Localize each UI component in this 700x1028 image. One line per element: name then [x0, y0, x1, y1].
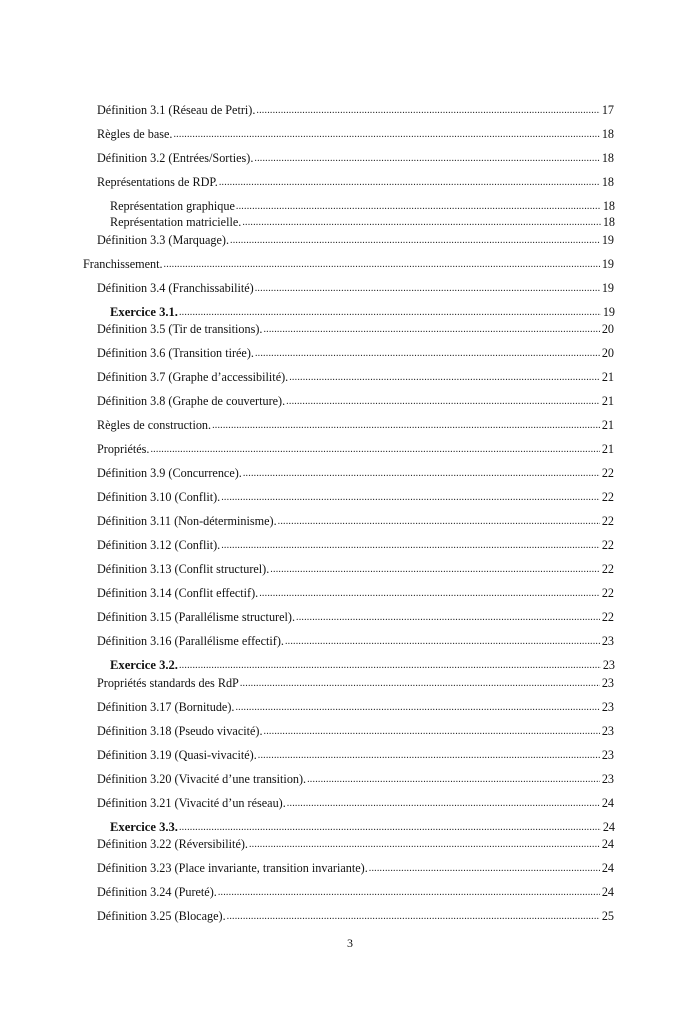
toc-entry[interactable]: [97, 418, 614, 432]
toc-entry-page: 21: [601, 370, 614, 384]
toc-entry[interactable]: [97, 748, 614, 762]
toc-entry-page: 22: [601, 586, 614, 600]
toc-entry[interactable]: [110, 215, 615, 229]
toc-entry-page: 18: [602, 199, 615, 213]
toc-entry-label: Définition 3.4 (Franchissabilité): [97, 281, 254, 295]
toc-entry[interactable]: [83, 257, 614, 271]
toc-entry[interactable]: [97, 634, 614, 648]
toc-entry-label: Définition 3.7 (Graphe d’accessibilité).: [97, 370, 289, 384]
toc-entry[interactable]: [97, 103, 614, 117]
toc-entry-page: 19: [601, 281, 614, 295]
toc-entry-page: 19: [602, 305, 615, 319]
dot-leader: [249, 839, 600, 851]
dot-leader: [263, 324, 599, 336]
toc-entry-label: Définition 3.18 (Pseudo vivacité).: [97, 724, 263, 738]
toc-entry-label: Définition 3.12 (Conflit).: [97, 538, 221, 552]
toc-entry[interactable]: [97, 442, 614, 456]
toc-entry-page: 20: [601, 322, 614, 336]
toc-entry-page: 23: [601, 700, 614, 714]
toc-entry-page: 17: [601, 103, 614, 117]
dot-leader: [259, 588, 600, 600]
toc-entry-label: Définition 3.13 (Conflit structurel).: [97, 562, 270, 576]
toc-entry-label: Définition 3.24 (Pureté).: [97, 885, 217, 899]
toc-entry[interactable]: [110, 658, 615, 672]
dot-leader: [164, 259, 600, 271]
toc-entry-label: Définition 3.5 (Tir de transitions).: [97, 322, 263, 336]
toc-entry-label: Définition 3.17 (Bornitude).: [97, 700, 235, 714]
toc-entry-label: Propriétés.: [97, 442, 150, 456]
dot-leader: [264, 726, 600, 738]
dot-leader: [278, 516, 600, 528]
toc-entry-label: Franchissement.: [83, 257, 163, 271]
toc-entry[interactable]: [97, 909, 614, 923]
dot-leader: [227, 911, 600, 923]
toc-entry[interactable]: [97, 490, 614, 504]
toc-entry-page: 22: [601, 514, 614, 528]
dot-leader: [212, 420, 600, 432]
toc-entry[interactable]: [97, 538, 614, 552]
toc-entry[interactable]: [97, 861, 614, 875]
toc-entry[interactable]: [97, 346, 614, 360]
dot-leader: [286, 396, 600, 408]
toc-entry[interactable]: [97, 586, 614, 600]
dot-leader: [230, 235, 600, 247]
toc-entry-page: 24: [601, 861, 614, 875]
toc-entry-page: 21: [601, 394, 614, 408]
dot-leader: [285, 636, 600, 648]
toc-entry-label: Définition 3.10 (Conflit).: [97, 490, 221, 504]
toc-entry-page: 22: [601, 490, 614, 504]
toc-entry[interactable]: [97, 562, 614, 576]
toc-entry[interactable]: [97, 514, 614, 528]
dot-leader: [242, 217, 601, 229]
toc-entry-label: Définition 3.8 (Graphe de couverture).: [97, 394, 286, 408]
dot-leader: [150, 444, 599, 456]
toc-entry-page: 24: [601, 837, 614, 851]
toc-entry-page: 18: [601, 151, 614, 165]
toc-entry-label: Définition 3.11 (Non-déterminisme).: [97, 514, 277, 528]
toc-entry-label: Définition 3.1 (Réseau de Petri).: [97, 103, 256, 117]
toc-entry-label: Définition 3.25 (Blocage).: [97, 909, 226, 923]
toc-entry-label: Règles de base.: [97, 127, 173, 141]
toc-entry-page: 23: [601, 748, 614, 762]
dot-leader: [369, 863, 600, 875]
dot-leader: [236, 201, 601, 213]
dot-leader: [287, 798, 600, 810]
toc-entry-page: 23: [602, 658, 615, 672]
toc-entry[interactable]: [97, 175, 614, 189]
toc-entry-page: 24: [602, 820, 615, 834]
dot-leader: [218, 887, 600, 899]
dot-leader: [289, 372, 600, 384]
dot-leader: [179, 660, 601, 672]
toc-entry-page: 24: [601, 796, 614, 810]
toc-entry-label: Représentation matricielle.: [110, 215, 242, 229]
toc-entry-label: Définition 3.2 (Entrées/Sorties).: [97, 151, 254, 165]
toc-entry[interactable]: [97, 772, 614, 786]
dot-leader: [307, 774, 600, 786]
dot-leader: [221, 540, 600, 552]
toc-entry-page: 24: [601, 885, 614, 899]
dot-leader: [235, 702, 599, 714]
toc-entry-label: Exercice 3.1.: [110, 305, 178, 319]
toc-entry-page: 19: [601, 233, 614, 247]
toc-entry[interactable]: [97, 151, 614, 165]
toc-entry-label: Propriétés standards des RdP: [97, 676, 239, 690]
dot-leader: [254, 153, 599, 165]
toc-entry[interactable]: [97, 724, 614, 738]
toc-entry[interactable]: [97, 610, 614, 624]
toc-entry[interactable]: [97, 233, 614, 247]
toc-entry[interactable]: [110, 820, 615, 834]
toc-entry-page: 23: [601, 676, 614, 690]
toc-entry-page: 20: [601, 346, 614, 360]
toc-entry-label: Définition 3.9 (Concurrence).: [97, 466, 242, 480]
toc-entry-page: 22: [601, 466, 614, 480]
toc-entry[interactable]: [97, 281, 614, 295]
toc-entry[interactable]: [97, 796, 614, 810]
toc-entry-page: 23: [601, 634, 614, 648]
toc-entry[interactable]: [110, 305, 615, 319]
toc-entry-label: Exercice 3.2.: [110, 658, 178, 672]
dot-leader: [256, 105, 599, 117]
dot-leader: [221, 492, 600, 504]
toc-entry-page: 25: [601, 909, 614, 923]
toc-entry-page: 23: [601, 772, 614, 786]
dot-leader: [173, 129, 599, 141]
toc-entry-page: 21: [601, 418, 614, 432]
dot-leader: [240, 678, 600, 690]
toc-entry[interactable]: [110, 199, 615, 213]
dot-leader: [258, 750, 600, 762]
toc-entry-label: Règles de construction.: [97, 418, 212, 432]
dot-leader: [179, 822, 601, 834]
toc-entry-page: 18: [601, 127, 614, 141]
toc-entry-label: Définition 3.19 (Quasi-vivacité).: [97, 748, 257, 762]
toc-entry-label: Définition 3.21 (Vivacité d’un réseau).: [97, 796, 286, 810]
toc-entry[interactable]: [97, 394, 614, 408]
page-number: 3: [347, 936, 353, 950]
toc-entry-page: 22: [601, 562, 614, 576]
toc-entry-label: Représentations de RDP.: [97, 175, 218, 189]
toc-entry-label: Définition 3.3 (Marquage).: [97, 233, 229, 247]
toc-entry-label: Définition 3.20 (Vivacité d’une transition).: [97, 772, 307, 786]
toc-entry-label: Exercice 3.3.: [110, 820, 178, 834]
toc-entry-label: Définition 3.15 (Parallélisme structurel).: [97, 610, 295, 624]
toc-entry-label: Définition 3.22 (Réversibilité).: [97, 837, 248, 851]
dot-leader: [179, 307, 601, 319]
dot-leader: [255, 283, 600, 295]
toc-entry[interactable]: [97, 466, 614, 480]
toc-entry[interactable]: [97, 837, 614, 851]
toc-entry[interactable]: [97, 700, 614, 714]
dot-leader: [296, 612, 600, 624]
toc-entry-page: 23: [601, 724, 614, 738]
toc-entry-page: 18: [601, 175, 614, 189]
toc-entry-label: Définition 3.23 (Place invariante, transition invariante).: [97, 861, 368, 875]
toc-entry[interactable]: [97, 127, 614, 141]
toc-entry-page: 19: [601, 257, 614, 271]
toc-entry-label: Définition 3.16 (Parallélisme effectif).: [97, 634, 284, 648]
dot-leader: [255, 348, 600, 360]
toc-entry[interactable]: [97, 370, 614, 384]
toc-entry-page: 22: [601, 610, 614, 624]
dot-leader: [219, 177, 600, 189]
toc-entry[interactable]: [97, 676, 614, 690]
toc-entry-page: 22: [601, 538, 614, 552]
toc-entry-label: Définition 3.14 (Conflit effectif).: [97, 586, 259, 600]
toc-entry-label: Définition 3.6 (Transition tirée).: [97, 346, 254, 360]
toc-entry-page: 21: [601, 442, 614, 456]
toc-entry-label: Représentation graphique: [110, 199, 235, 213]
dot-leader: [270, 564, 600, 576]
toc-entry-page: 18: [602, 215, 615, 229]
toc-entry[interactable]: [97, 322, 614, 336]
dot-leader: [243, 468, 600, 480]
toc-entry[interactable]: [97, 885, 614, 899]
